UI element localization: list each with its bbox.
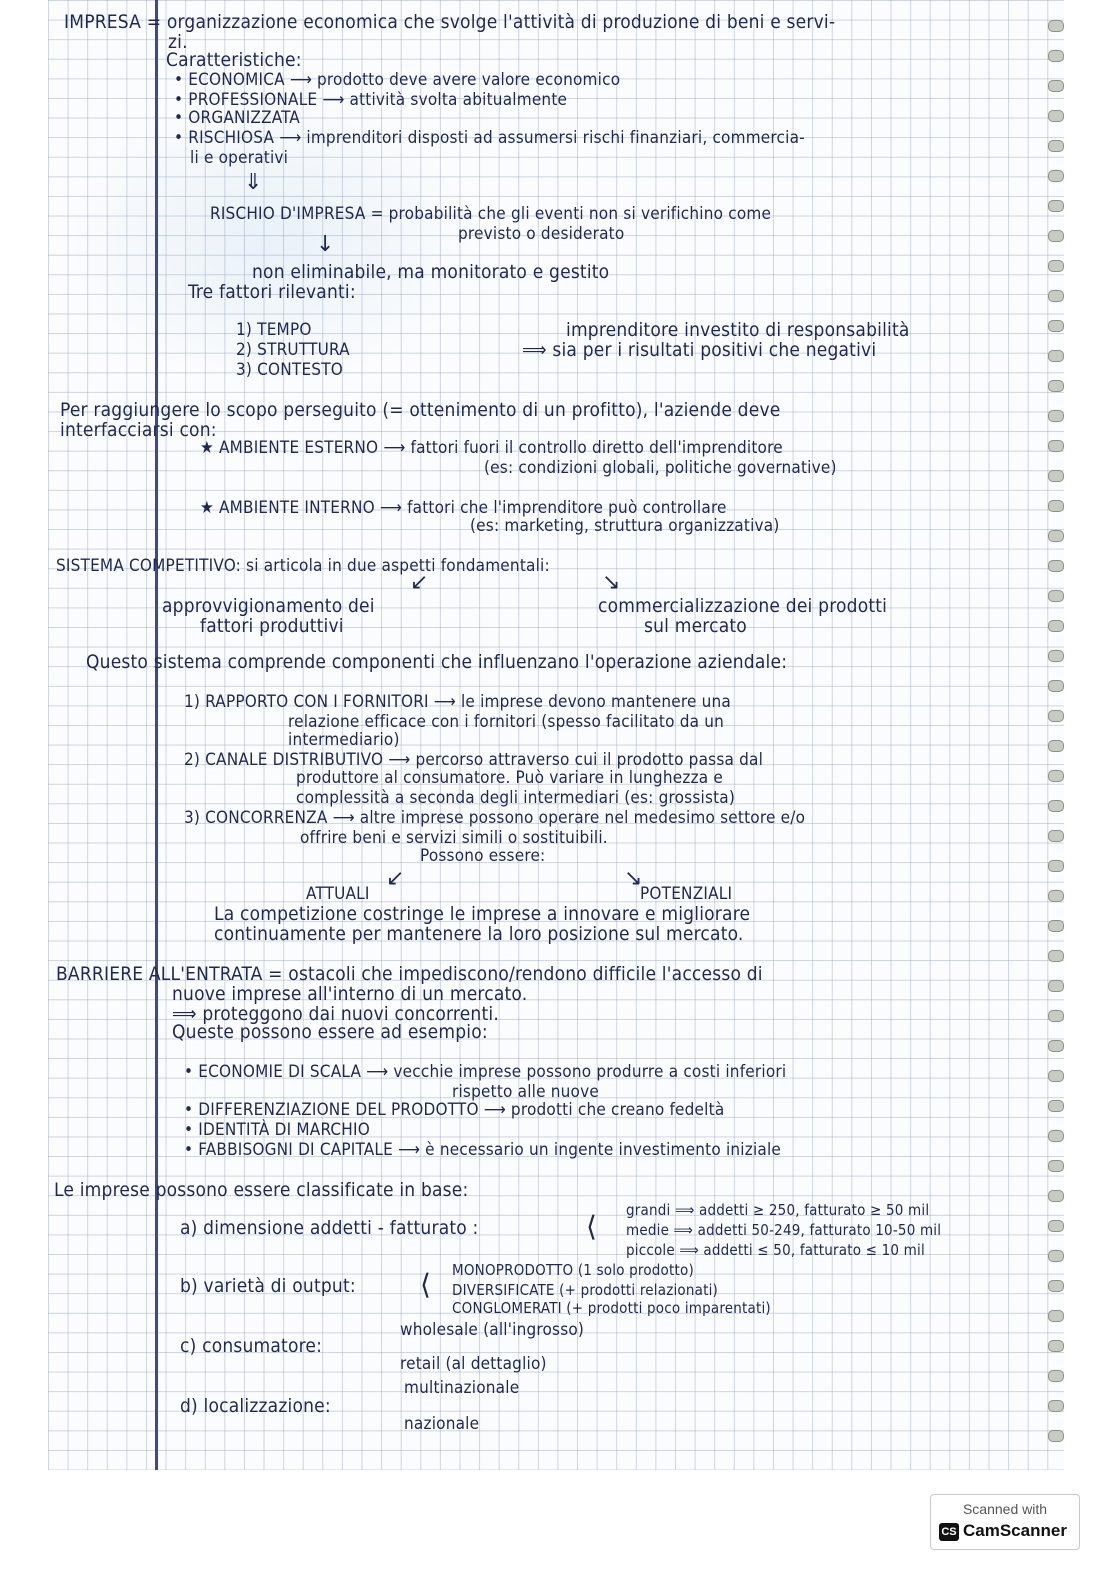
camscanner-badge <box>930 1494 1080 1550</box>
line: complessità a seconda degli intermediari (es: grossista) <box>296 788 736 808</box>
binding-hole <box>1048 890 1064 902</box>
binding-hole <box>1048 80 1064 92</box>
line: MONOPRODOTTO (1 solo prodotto) <box>452 1261 694 1279</box>
line-heading: Caratteristiche: <box>166 49 302 71</box>
line: ⟹ sia per i risultati positivi che negativi <box>522 339 877 361</box>
line: produttore al consumatore. Può variare in lunghezza e <box>296 768 724 788</box>
line: • FABBISOGNI DI CAPITALE ⟶ è necessario un ingente investimento iniziale <box>184 1140 782 1160</box>
down-arrow-icon: ⇓ <box>244 170 263 195</box>
line: medie ⟹ addetti 50-249, fatturato 10-50 mil <box>626 1221 942 1239</box>
line: Queste possono essere ad esempio: <box>172 1021 488 1043</box>
line: (es: condizioni globali, politiche governative) <box>484 458 837 478</box>
down-arrow-icon: ↓ <box>316 232 335 257</box>
line: • RISCHIOSA ⟶ imprenditori disposti ad assumersi rischi finanziari, commercia- <box>174 128 805 148</box>
binding-hole <box>1048 1250 1064 1262</box>
binding-hole <box>1048 740 1064 752</box>
binding-hole <box>1048 620 1064 632</box>
binding-hole <box>1048 1340 1064 1352</box>
binding-hole <box>1048 950 1064 962</box>
line: piccole ⟹ addetti ≤ 50, fatturato ≤ 10 mil <box>626 1241 925 1259</box>
binding-hole <box>1048 650 1064 662</box>
spiral-binding <box>1046 20 1066 1460</box>
binding-hole <box>1048 170 1064 182</box>
binding-hole <box>1048 560 1064 572</box>
line: commercializzazione dei prodotti <box>598 595 888 617</box>
line: 1) TEMPO <box>236 320 312 340</box>
arrow-left-icon: ↙ <box>410 570 429 595</box>
binding-hole <box>1048 1220 1064 1232</box>
line: c) consumatore: <box>180 1335 323 1357</box>
binding-hole <box>1048 200 1064 212</box>
binding-hole <box>1048 320 1064 332</box>
line: interfacciarsi con: <box>60 419 217 441</box>
binding-hole <box>1048 590 1064 602</box>
binding-hole <box>1048 470 1064 482</box>
line: nuove imprese all'interno di un mercato. <box>172 983 528 1005</box>
arrow-right-icon: ↘ <box>624 866 643 891</box>
binding-hole <box>1048 1190 1064 1202</box>
line: ★ AMBIENTE ESTERNO ⟶ fattori fuori il controllo diretto dell'imprenditore <box>200 438 783 458</box>
line: 3) CONCORRENZA ⟶ altre imprese possono operare nel medesimo settore e/o <box>184 808 806 828</box>
line: continuamente per mantenere la loro posizione sul mercato. <box>214 923 744 945</box>
brace-arrow-icon: ⟨ <box>420 1268 431 1301</box>
arrow-right-icon: ↘ <box>602 570 621 595</box>
binding-hole <box>1048 1400 1064 1412</box>
line: CONGLOMERATI (+ prodotti poco imparentati) <box>452 1299 771 1317</box>
brace-arrow-icon: ⟨ <box>586 1210 597 1243</box>
line-rischio: RISCHIO D'IMPRESA = probabilità che gli eventi non si verifichino come <box>210 204 772 224</box>
arrow-left-icon: ↙ <box>386 866 405 891</box>
binding-hole <box>1048 830 1064 842</box>
binding-hole <box>1048 380 1064 392</box>
line: ⟹ proteggono dai nuovi concorrenti. <box>172 1003 499 1025</box>
line-barriere: BARRIERE ALL'ENTRATA = ostacoli che impediscono/rendono difficile l'accesso di <box>56 963 763 985</box>
line: b) varietà di output: <box>180 1275 356 1297</box>
binding-hole <box>1048 350 1064 362</box>
binding-hole <box>1048 290 1064 302</box>
line: imprenditore investito di responsabilità <box>566 319 910 341</box>
binding-hole <box>1048 1130 1064 1142</box>
binding-hole <box>1048 260 1064 272</box>
camscanner-name: CamScanner <box>963 1521 1067 1540</box>
line: • PROFESSIONALE ⟶ attività svolta abitualmente <box>174 90 568 110</box>
line: 2) STRUTTURA <box>236 340 350 360</box>
binding-hole <box>1048 20 1064 32</box>
line: li e operativi <box>190 148 289 168</box>
line: multinazionale <box>404 1378 520 1398</box>
binding-hole <box>1048 1070 1064 1082</box>
line: 1) RAPPORTO CON I FORNITORI ⟶ le imprese devono mantenere una <box>184 692 731 712</box>
line: Possono essere: <box>420 846 546 866</box>
line: 2) CANALE DISTRIBUTIVO ⟶ percorso attraverso cui il prodotto passa dal <box>184 750 764 770</box>
scanned-with-caption: Scanned with <box>962 1501 1048 1517</box>
line: (es: marketing, struttura organizzativa) <box>470 516 780 536</box>
binding-hole <box>1048 680 1064 692</box>
line: • ECONOMICA ⟶ prodotto deve avere valore economico <box>174 70 621 90</box>
binding-hole <box>1048 230 1064 242</box>
binding-hole <box>1048 110 1064 122</box>
line: wholesale (all'ingrosso) <box>400 1320 585 1340</box>
line: fattori produttivi <box>200 615 344 637</box>
line: non eliminabile, ma monitorato e gestito <box>252 261 610 283</box>
line: • IDENTITÀ DI MARCHIO <box>184 1120 370 1140</box>
line: 3) CONTESTO <box>236 360 343 380</box>
line: intermediario) <box>288 730 400 750</box>
binding-hole <box>1048 710 1064 722</box>
line: DIVERSIFICATE (+ prodotti relazionati) <box>452 1281 719 1299</box>
binding-hole <box>1048 1100 1064 1112</box>
line: Per raggiungere lo scopo perseguito (= ottenimento di un profitto), l'aziende deve <box>60 399 781 421</box>
line: approvvigionamento dei <box>162 595 375 617</box>
camscanner-logo-icon: CS <box>939 1523 959 1541</box>
binding-hole <box>1048 980 1064 992</box>
binding-hole <box>1048 440 1064 452</box>
line: offrire beni e servizi simili o sostituibili. <box>300 828 608 848</box>
line: ATTUALI <box>306 884 370 904</box>
binding-hole <box>1048 920 1064 932</box>
binding-hole <box>1048 1010 1064 1022</box>
line: sul mercato <box>644 615 747 637</box>
line: • ECONOMIE DI SCALA ⟶ vecchie imprese possono produrre a costi inferiori <box>184 1062 787 1082</box>
binding-hole <box>1048 500 1064 512</box>
line: ★ AMBIENTE INTERNO ⟶ fattori che l'imprenditore può controllare <box>200 498 727 518</box>
line-classificazione: Le imprese possono essere classificate in base: <box>54 1179 469 1201</box>
line: rispetto alle nuove <box>452 1082 599 1102</box>
binding-hole <box>1048 860 1064 872</box>
margin-line <box>155 0 158 1470</box>
line: La competizione costringe le imprese a innovare e migliorare <box>214 903 751 925</box>
line: Tre fattori rilevanti: <box>188 281 356 303</box>
binding-hole <box>1048 1280 1064 1292</box>
binding-hole <box>1048 800 1064 812</box>
page-edge <box>1064 0 1116 1470</box>
line: a) dimensione addetti - fatturato : <box>180 1217 479 1239</box>
binding-hole <box>1048 1310 1064 1322</box>
binding-hole <box>1048 50 1064 62</box>
binding-hole <box>1048 1040 1064 1052</box>
line: relazione efficace con i fornitori (spesso facilitato da un <box>288 712 725 732</box>
line: POTENZIALI <box>640 884 733 904</box>
line: previsto o desiderato <box>458 224 625 244</box>
binding-hole <box>1048 770 1064 782</box>
line: zi. <box>168 31 188 53</box>
binding-hole <box>1048 1160 1064 1172</box>
binding-hole <box>1048 1430 1064 1442</box>
binding-hole <box>1048 140 1064 152</box>
line: grandi ⟹ addetti ≥ 250, fatturato ≥ 50 mil <box>626 1201 930 1219</box>
binding-hole <box>1048 1370 1064 1382</box>
line-sistema: SISTEMA COMPETITIVO: si articola in due aspetti fondamentali: <box>56 556 550 576</box>
line: • ORGANIZZATA <box>174 108 300 128</box>
binding-hole <box>1048 530 1064 542</box>
line-impresa-def: IMPRESA = organizzazione economica che svolge l'attività di produzione di beni e servi- <box>64 11 836 33</box>
line: retail (al dettaglio) <box>400 1354 547 1374</box>
line: d) localizzazione: <box>180 1395 331 1417</box>
binding-hole <box>1048 410 1064 422</box>
line: Questo sistema comprende componenti che influenzano l'operazione aziendale: <box>86 651 788 673</box>
line: nazionale <box>404 1414 480 1434</box>
line: • DIFFERENZIAZIONE DEL PRODOTTO ⟶ prodotti che creano fedeltà <box>184 1100 725 1120</box>
